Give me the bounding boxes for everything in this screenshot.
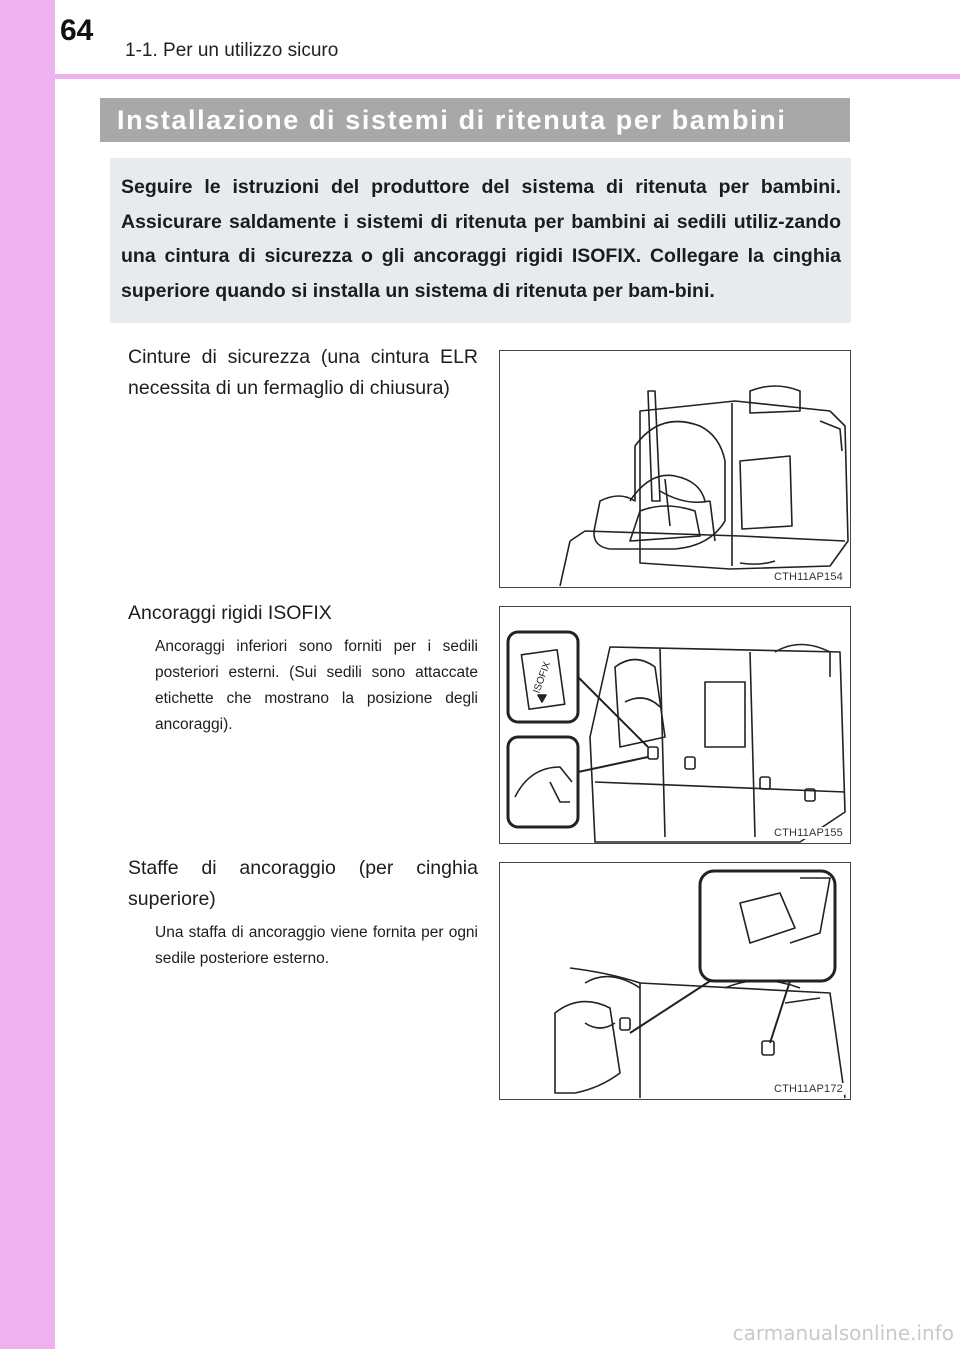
figure-code: CTH11AP154 — [773, 571, 843, 583]
tether-bracket-illustration — [500, 863, 851, 1100]
isofix-tag-label: ISOFIX — [531, 660, 554, 695]
page-title: Installazione di sistemi di ritenuta per bambini — [100, 98, 850, 142]
page-number: 64 — [60, 14, 94, 47]
header-rule — [55, 74, 960, 79]
item-desc-top-tether: Una staffa di ancoraggio viene fornita per ogni sedile posteriore esterno. — [155, 924, 478, 967]
figure-tether-brackets — [499, 862, 851, 1100]
section-title: 1-1. Per un utilizzo sicuro — [125, 40, 339, 61]
figure-isofix-anchors — [499, 606, 851, 844]
intro-text: Seguire le istruzioni del produttore del sistema di ritenuta per bambini. Assicurare saldamente i sistemi di ritenuta per bambini ai sedili utiliz-zando una cintura di sicurezza o gli ancoraggi rigidi ISOFIX. Collegare la cinghia superiore quando si installa un sistema di ritenuta per bam-bini. — [121, 176, 841, 302]
figure-code: CTH11AP172 — [773, 1083, 843, 1095]
seatbelt-illustration — [500, 351, 851, 588]
figure-seatbelt-install — [499, 350, 851, 588]
intro-box — [110, 158, 851, 323]
isofix-illustration — [500, 607, 851, 844]
item-label-isofix: Ancoraggi rigidi ISOFIX — [128, 602, 332, 624]
side-color-band — [0, 0, 55, 1349]
figure-code: CTH11AP155 — [773, 827, 843, 839]
item-desc-isofix: Ancoraggi inferiori sono forniti per i sedili posteriori esterni. (Sui sedili sono attaccate etichette che mostrano la posizione degli ancoraggi). — [155, 638, 478, 733]
item-label-seatbelts: Cinture di sicurezza (una cintura ELR necessita di un fermaglio di chiusura) — [128, 346, 478, 399]
item-label-top-tether: Staffe di ancoraggio (per cinghia superiore) — [128, 857, 478, 910]
watermark: carmanualsonline.info — [732, 1321, 954, 1345]
